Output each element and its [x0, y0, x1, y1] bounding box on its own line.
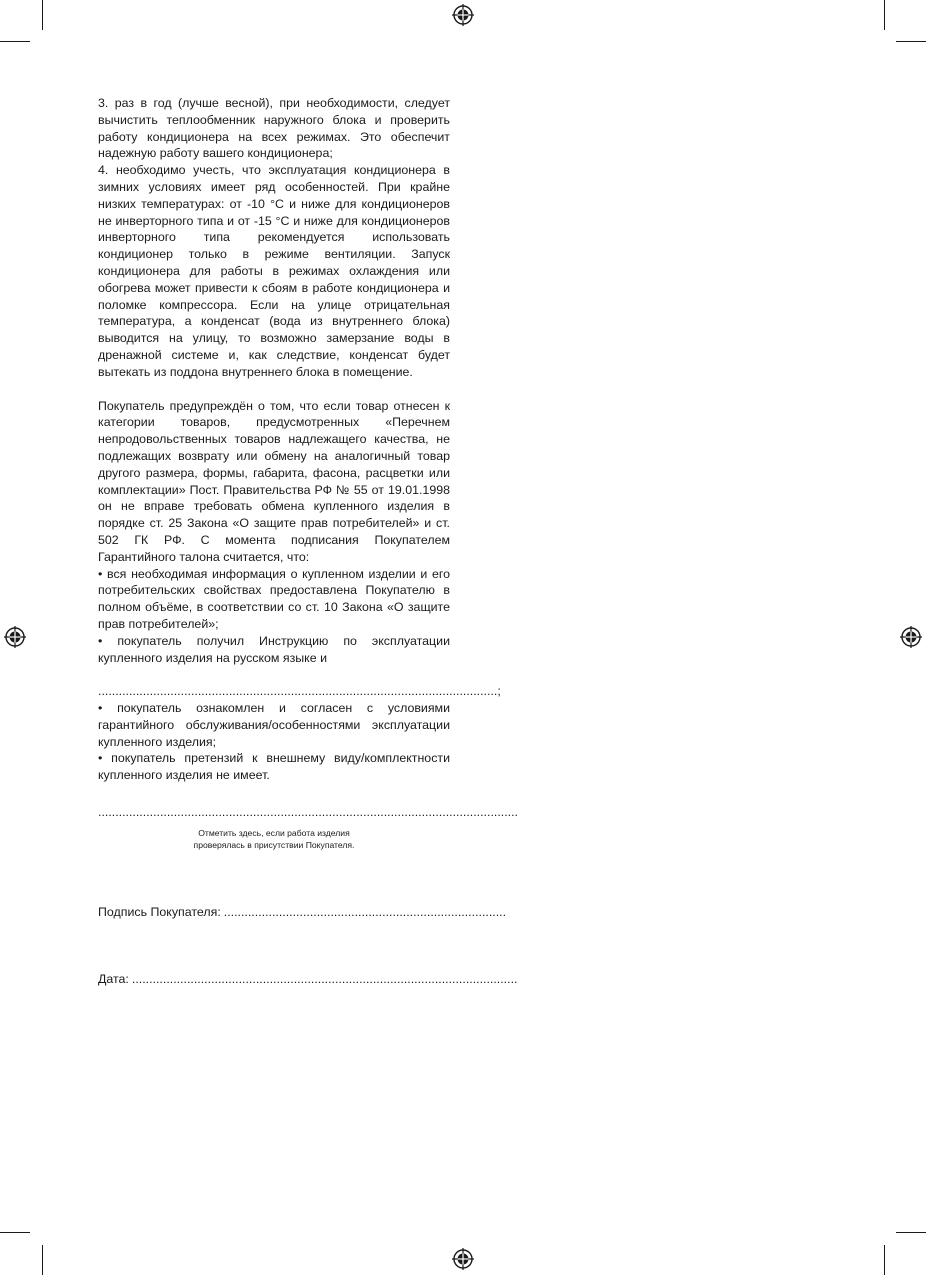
check-note-line-2: проверялась в присутствии Покупателя.: [193, 839, 355, 850]
date-label: Дата:: [98, 971, 129, 986]
crop-mark: [884, 0, 885, 30]
crop-mark: [42, 1245, 43, 1275]
maintenance-item-4: 4. необходимо учесть, что эксплуатация кондиционера в зимних условиях имеет ряд особенностей. При крайне низких температурах: от -10 °С и ниже для кондиционеров не инверторного типа и от -15 °С и ниже для кондиционеров инверторного типа рекомендуется использовать кондиционер только в режиме вентиляции. Запуск кондиционера для работы в режимах охлаждения или обогрева может привести к сбоям в работе кондиционера и поломке компрессора. Если на улице отрицательная температура, а конденсат (вода из внутреннего блока) выводится на улицу, то возможно замерзание воды в дренажной системе и, как следствие, конденсат будет вытекать из поддона внутреннего блока в помещение.: [98, 163, 450, 379]
check-note-line-1: Отметить здесь, если работа изделия: [198, 827, 350, 838]
buyer-bullet-manual: • покупатель получил Инструкцию по эксплуатации купленного изделия на русском языке и: [98, 633, 450, 665]
crop-mark: [896, 1232, 926, 1233]
crop-mark: [0, 41, 30, 42]
buyer-bullet-no-claims: • покупатель претензий к внешнему виду/комплектности купленного изделия не имеет.: [98, 751, 450, 783]
check-note: [98, 827, 450, 851]
crop-mark: [896, 41, 926, 42]
warranty-text-column: [98, 95, 518, 987]
registration-mark-icon: [4, 626, 26, 648]
buyer-intro-paragraph: Покупатель предупреждён о том, что если товар отнесен к категории товаров, предусмотренных «Перечнем непродовольственных товаров надлежащего качества, не подлежащих возврату или обмену на аналогичный товар другого размера, формы, габарита, фасона, расцветки или комплектации» Пост. Правительства РФ № 55 от 19.01.1998 он не вправе требовать обмена купленного изделия в порядке ст. 25 Закона «О защите прав потребителей» и ст. 502 ГК РФ. С момента подписания Покупателем Гарантийного талона считается, что:: [98, 398, 450, 564]
registration-mark-icon: [452, 1248, 474, 1270]
date-field[interactable]: ................................................................................................................: [131, 971, 518, 986]
manual-dotted-line[interactable]: ....................................................................................................................;: [98, 684, 501, 699]
crop-mark: [42, 0, 43, 30]
registration-mark-icon: [452, 4, 474, 26]
buyer-bullet-info: • вся необходимая информация о купленном изделии и его потребительских свойствах предоставлена Покупателю в полном объёме, в соответствии со ст. 10 Закона «О защите прав потребителей»;: [98, 566, 450, 631]
date-row: [98, 971, 518, 988]
signature-field[interactable]: ..................................................................................: [223, 904, 507, 919]
buyer-bullet-conditions: • покупатель ознакомлен и согласен с условиями гарантийного обслуживания/особенностями эксплуатации купленного изделия;: [98, 701, 450, 749]
registration-mark-icon: [900, 626, 922, 648]
signature-row: [98, 904, 507, 921]
crop-mark: [0, 1232, 30, 1233]
maintenance-item-3: 3. раз в год (лучше весной), при необходимости, следует вычистить теплообменник наружного блока и проверить работу кондиционера на всех режимах. Это обеспечит надежную работу вашего кондиционера;: [98, 96, 450, 161]
check-dotted-line[interactable]: ..........................................................................................................................: [98, 805, 518, 820]
crop-mark: [884, 1245, 885, 1275]
signature-label: Подпись Покупателя:: [98, 904, 221, 919]
